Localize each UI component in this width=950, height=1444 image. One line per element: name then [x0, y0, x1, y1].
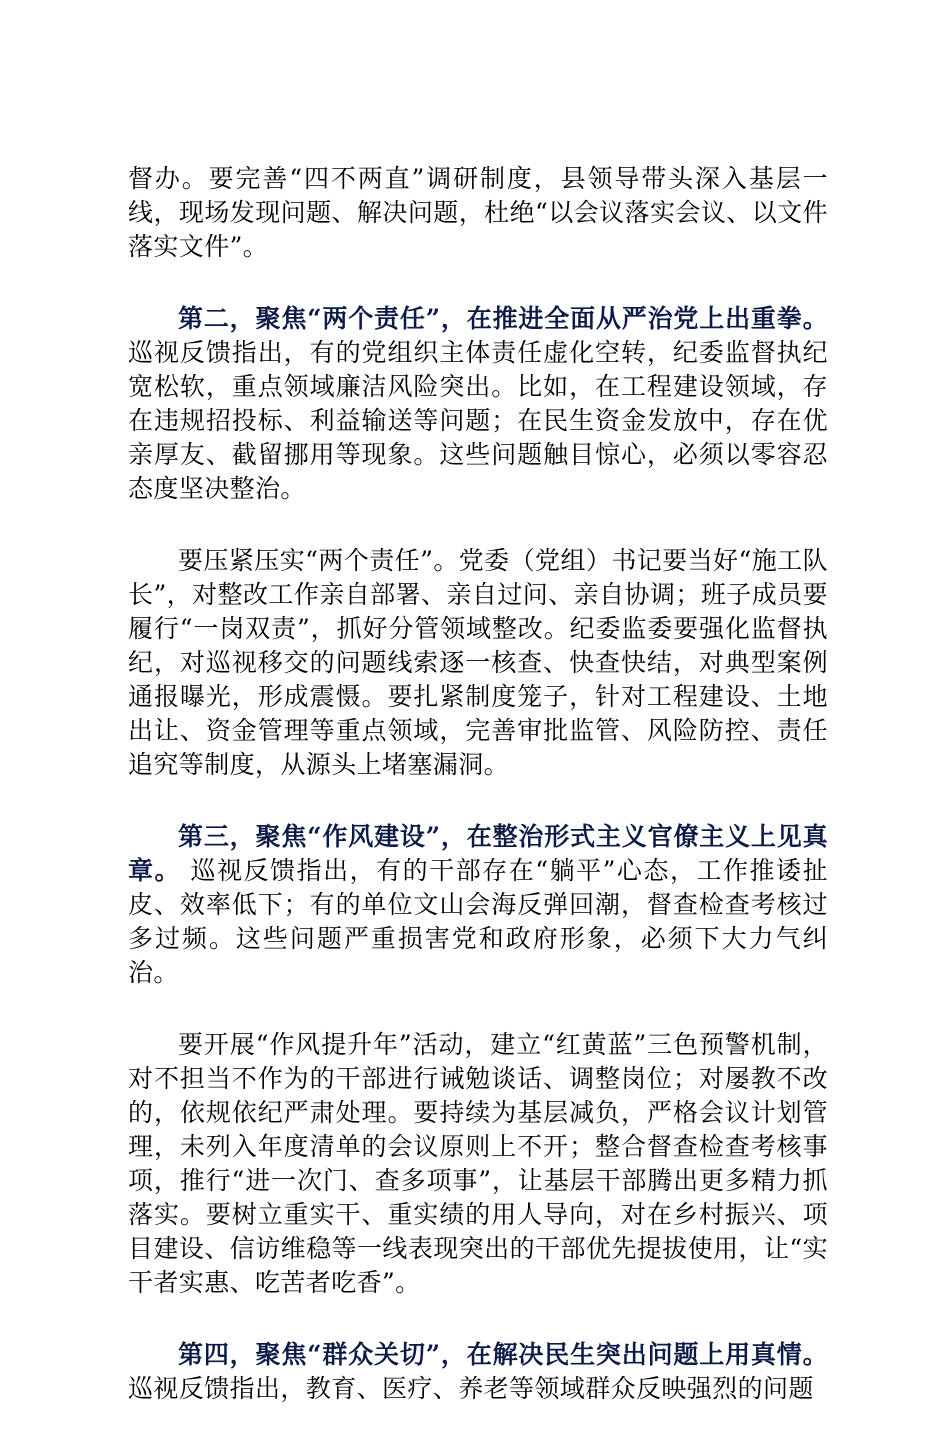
paragraph-responsibility [128, 544, 828, 782]
paragraph-text: 巡视反馈指出，有的党组织主体责任虚化空转，纪委监督执纪宽松软，重点领域廉洁风险突出。比如，在工程建设领域，存在违规招投标、利益输送等问题；在民生资金发放中，存在优亲厚友、截留挪用等现象。这些问题触目惊心，必须以零容忍态度坚决整治。 [128, 338, 828, 503]
paragraph-section-two [128, 302, 828, 506]
paragraph-continuation [128, 162, 828, 264]
paragraph-section-four [128, 1338, 828, 1406]
paragraph-section-three [128, 820, 828, 990]
paragraph-work-style [128, 1028, 828, 1300]
section-heading: 第二，聚焦“两个责任”，在推进全面从严治党上出重拳。 [178, 304, 828, 333]
document-body [128, 162, 828, 1444]
paragraph-text: 要压紧压实“两个责任”。党委（党组）书记要当好“施工队长”，对整改工作亲自部署、亲自过问、亲自协调；班子成员要履行“一岗双责”，抓好分管领域整改。纪委监委要强化监督执纪，对巡视移交的问题线索逐一核查、快查快结，对典型案例通报曝光，形成震慑。要扎紧制度笼子，针对工程建设、土地出让、资金管理等重点领域，完善审批监管、风险防控、责任追究等制度，从源头上堵塞漏洞。 [128, 546, 828, 779]
section-heading: 第三，聚焦“作风建设”，在整治形式主义官僚主义上见真章。 [128, 822, 828, 885]
paragraph-text: 巡视反馈指出，有的干部存在“躺平”心态，工作推诿扯皮、效率低下；有的单位文山会海反弹回潮，督查检查考核过多过频。这些问题严重损害党和政府形象，必须下大力气纠治。 [128, 856, 828, 987]
paragraph-text: 要开展“作风提升年”活动，建立“红黄蓝”三色预警机制，对不担当不作为的干部进行诫勉谈话、调整岗位；对屡教不改的，依规依纪严肃处理。要持续为基层减负，严格会议计划管理，未列入年度清单的会议原则上不开；整合督查检查考核事项，推行“进一次门、查多项事”，让基层干部腾出更多精力抓落实。要树立重实干、重实绩的用人导向，对在乡村振兴、项目建设、信访维稳等一线表现突出的干部优先提拔使用，让“实干者实惠、吃苦者吃香”。 [128, 1030, 828, 1297]
paragraph-text: 巡视反馈指出，教育、医疗、养老等领域群众反映强烈的问题 [128, 1374, 814, 1403]
paragraph-text: 督办。要完善“四不两直”调研制度，县领导带头深入基层一线，现场发现问题、解决问题，杜绝“以会议落实会议、以文件落实文件”。 [128, 164, 828, 261]
section-heading: 第四，聚焦“群众关切”，在解决民生突出问题上用真情。 [178, 1340, 828, 1369]
